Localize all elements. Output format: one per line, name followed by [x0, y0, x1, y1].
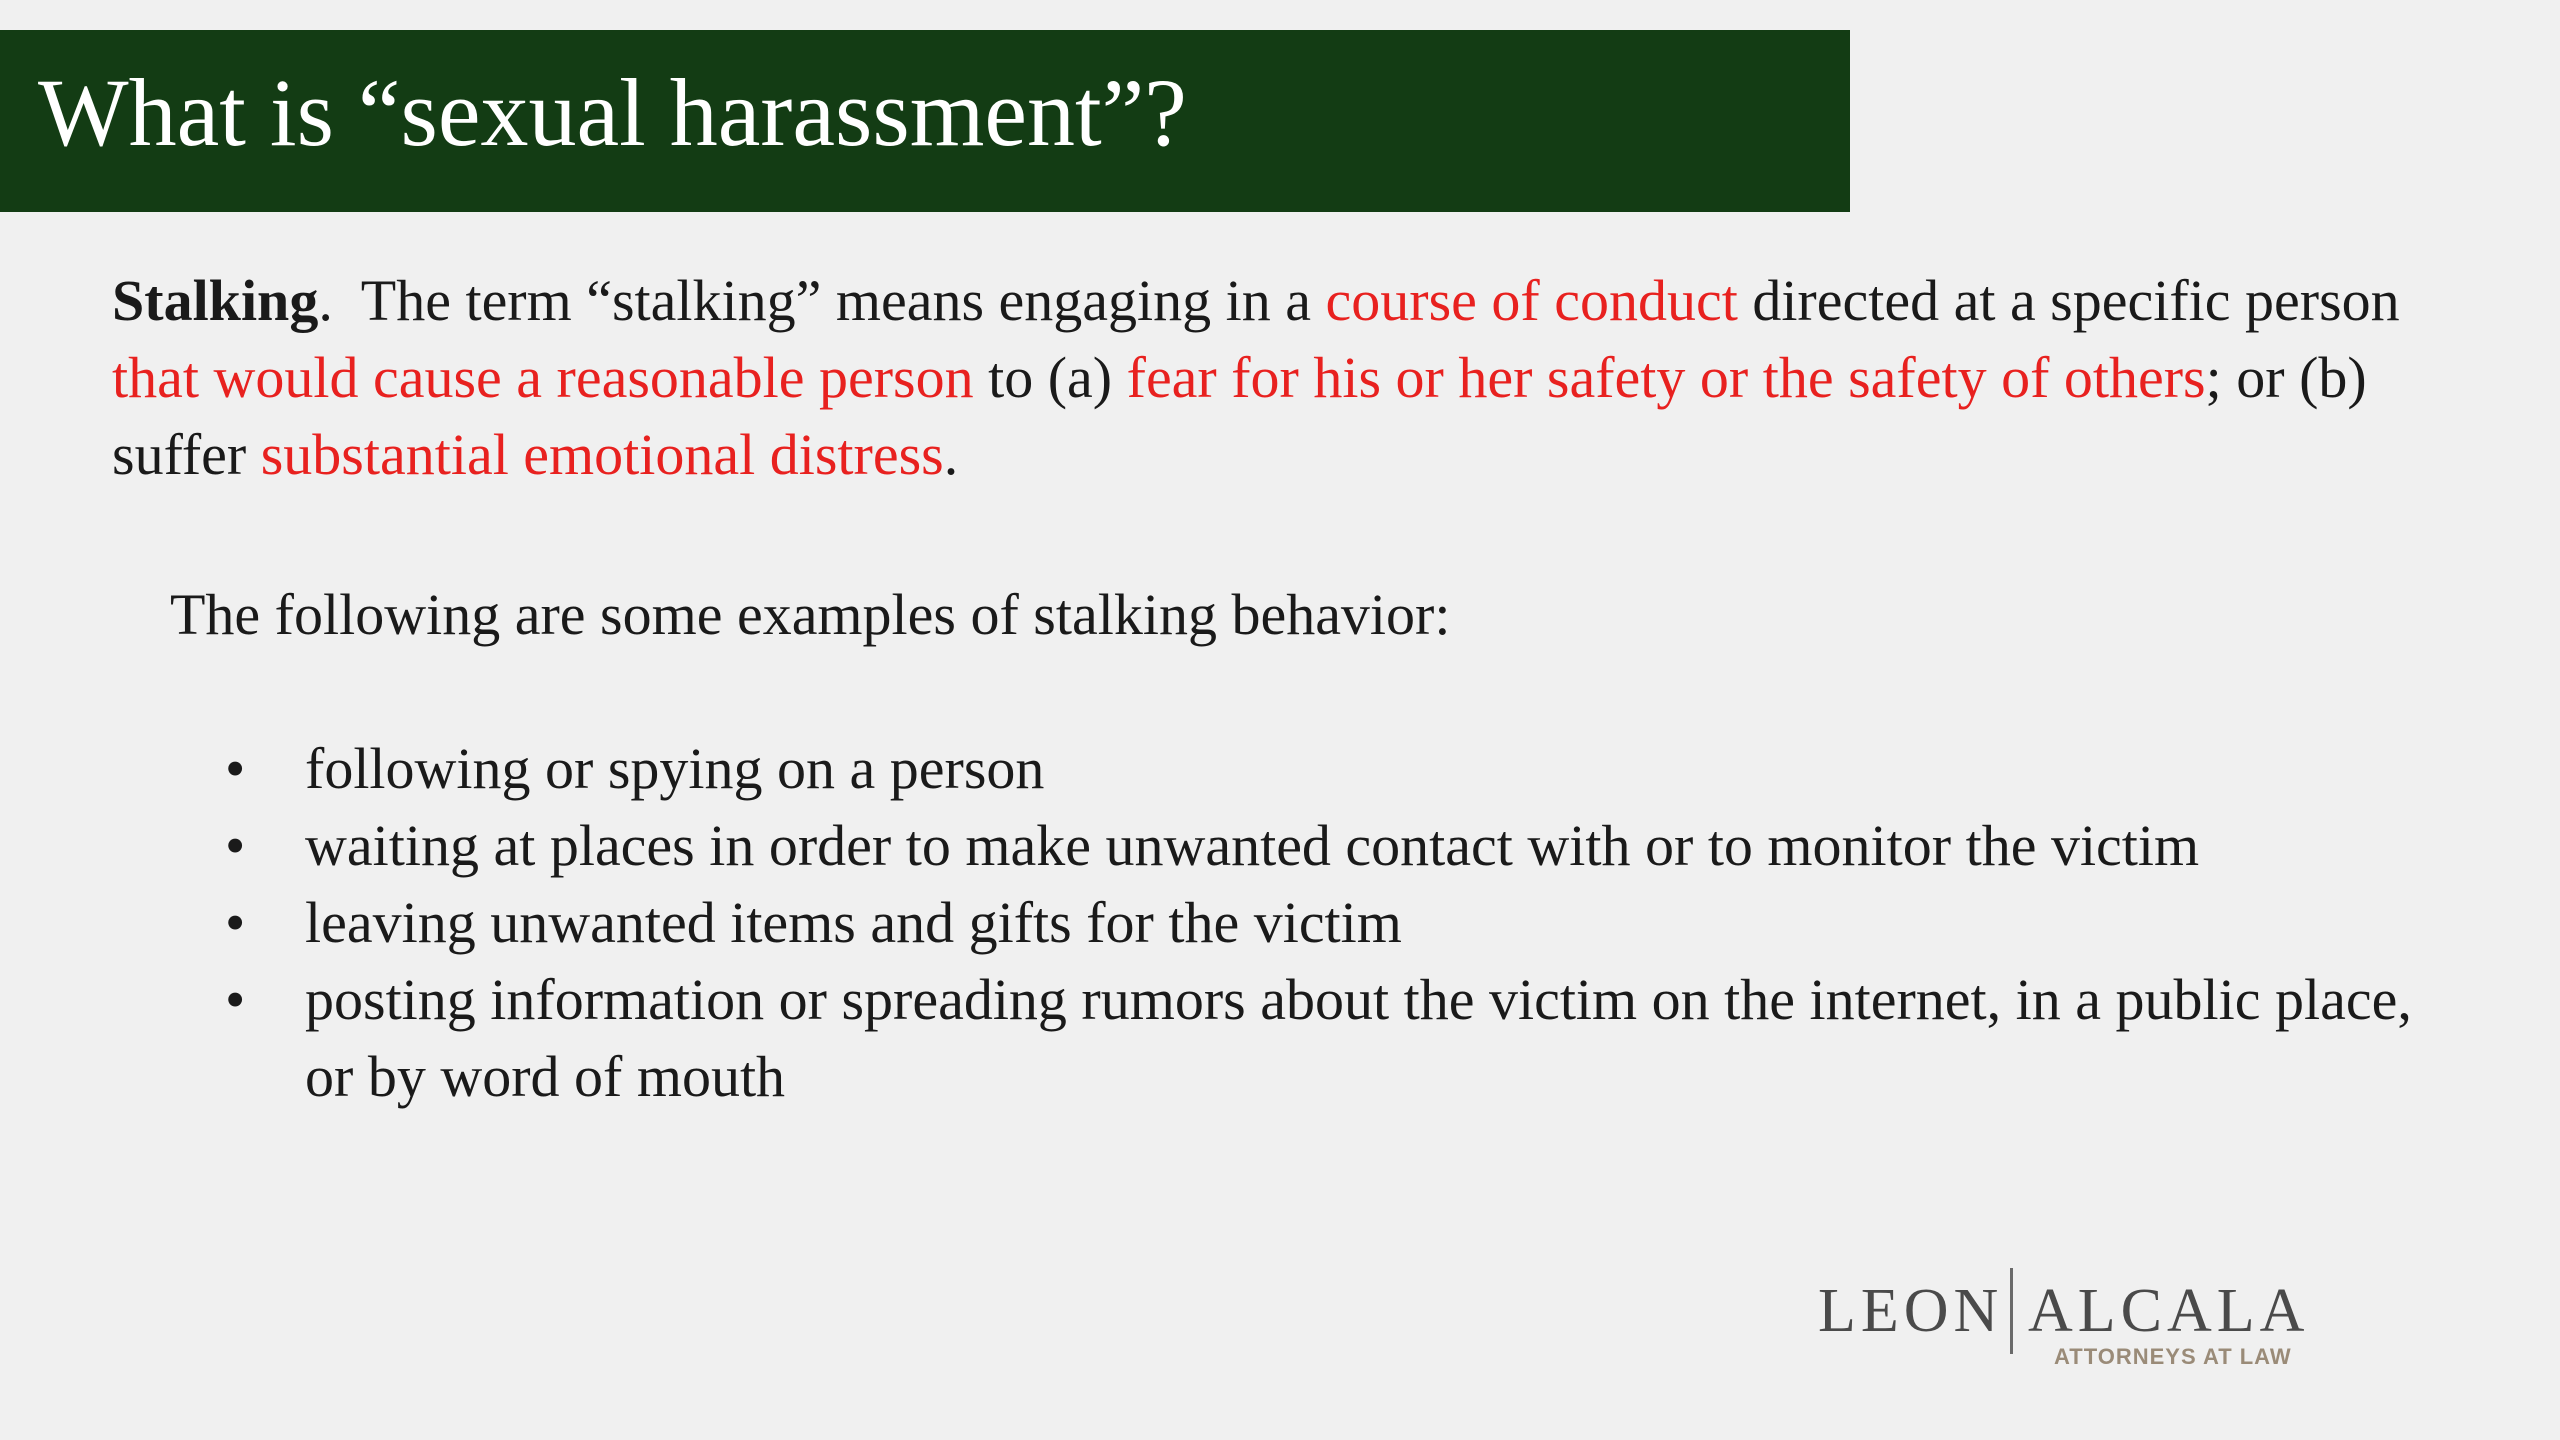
examples-list — [225, 730, 2425, 1115]
definition-text-1: The term “stalking” means engaging in a — [360, 268, 1326, 333]
definition-text-3: to (a) — [973, 345, 1127, 410]
logo-left-word: LEON — [1818, 1277, 2004, 1345]
list-item — [225, 807, 2425, 884]
list-item-text: waiting at places in order to make unwanted contact with or to monitor the victim — [305, 813, 2200, 878]
definition-text-4: ; or (b) suffer — [112, 345, 2367, 487]
list-item — [225, 961, 2425, 1115]
examples-intro: The following are some examples of stalking behavior: — [170, 582, 1451, 647]
bullet-icon: • — [225, 736, 246, 801]
definition-term: Stalking — [112, 268, 319, 333]
highlight-fear-for-safety: fear for his or her safety or the safety of others — [1126, 345, 2206, 410]
highlight-emotional-distress: substantial emotional distress — [260, 422, 944, 487]
title-bar — [0, 30, 1850, 212]
logo-right-word: ALCALA — [2028, 1277, 2310, 1345]
list-item — [225, 730, 2425, 807]
bullet-icon: • — [225, 967, 246, 1032]
logo-divider — [2010, 1268, 2013, 1354]
bullet-icon: • — [225, 813, 246, 878]
bullet-icon: • — [225, 890, 246, 955]
list-item-text: following or spying on a person — [305, 736, 1045, 801]
firm-logo — [1818, 1268, 2310, 1374]
definition-text-5: . — [943, 422, 959, 487]
logo-tagline: ATTORNEYS AT LAW — [2054, 1344, 2292, 1369]
slide-title: What is “sexual harassment”? — [38, 59, 1187, 166]
highlight-course-of-conduct: course of conduct — [1325, 268, 1738, 333]
list-item-text: leaving unwanted items and gifts for the victim — [305, 890, 1402, 955]
list-item — [225, 884, 2425, 961]
definition-text-2: directed at a specific person — [1737, 268, 2400, 333]
list-item-text: posting information or spreading rumors about the victim on the internet, in a public place, or by word of mouth — [305, 967, 2412, 1109]
definition-term-punct: . — [318, 268, 361, 333]
stalking-definition — [112, 262, 2462, 493]
highlight-reasonable-person: that would cause a reasonable person — [112, 345, 974, 410]
